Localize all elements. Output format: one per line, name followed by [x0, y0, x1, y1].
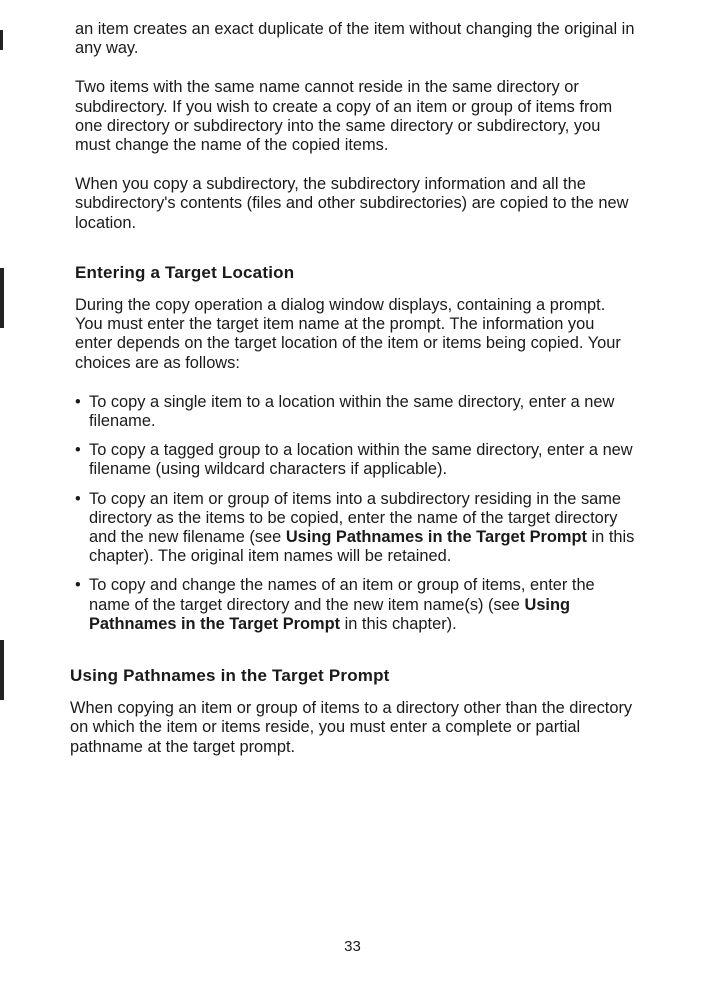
paragraph-pathnames-body: When copying an item or group of items to a directory other than the directory on which the item or items reside, you must enter a complete or partial pathname at the target prompt. — [70, 699, 633, 756]
page-number: 33 — [344, 938, 361, 955]
scan-edge-mark — [0, 640, 4, 700]
paragraph-copy-subdirectory: When you copy a subdirectory, the subdirectory information and all the subdirectory's contents (files and other subdirectories) are copied to the new location. — [75, 175, 629, 232]
heading-entering-target-location: Entering a Target Location — [75, 262, 295, 282]
paragraph-target-prompt-intro: During the copy operation a dialog window displays, containing a prompt. You must enter the target item name at the prompt. The information you enter depends on the target location of the item or items being copied. Your choices are as follows: — [75, 296, 621, 372]
list-item-text-post: in this chapter). The original item names will be retained. — [89, 528, 635, 566]
paragraph-copy-duplicate: an item creates an exact duplicate of the item without changing the original in any way. — [75, 20, 635, 58]
list-item — [75, 576, 635, 634]
list-item-text-pre: To copy and change the names of an item or group of items, enter the name of the target directory and the new item name(s) (see — [89, 576, 595, 614]
paragraph-same-name-rule: Two items with the same name cannot reside in the same directory or subdirectory. If you wish to create a copy of an item or group of items from one directory or subdirectory into the same directory or subdirectory, you must change the name of the copied items. — [75, 78, 613, 155]
list-item — [75, 490, 635, 567]
page-content — [70, 20, 635, 777]
cross-reference: Using Pathnames in the Target Prompt — [285, 528, 587, 547]
cross-reference: Using Pathnames in the Target Prompt — [89, 595, 571, 633]
scan-edge-mark — [0, 268, 4, 328]
choices-list — [75, 393, 635, 634]
bullet-icon: • — [75, 489, 81, 508]
bullet-icon: • — [75, 441, 81, 460]
list-item-text: To copy a single item to a location within the same directory, enter a new filename. — [89, 392, 615, 431]
list-item — [75, 441, 635, 479]
list-item-text: To copy a tagged group to a location within the same directory, enter a new filename (using wildcard characters if applicable). — [89, 441, 633, 479]
heading-using-pathnames: Using Pathnames in the Target Prompt — [70, 666, 390, 686]
scan-edge-mark — [0, 30, 3, 50]
list-item — [75, 393, 635, 431]
list-item-text-pre: To copy an item or group of items into a subdirectory residing in the same directory as the items to be copied, enter the name of the target directory and the new filename (see — [89, 489, 622, 547]
list-item-text-post: in this chapter). — [340, 614, 457, 633]
bullet-icon: • — [75, 576, 81, 595]
bullet-icon: • — [75, 392, 81, 411]
